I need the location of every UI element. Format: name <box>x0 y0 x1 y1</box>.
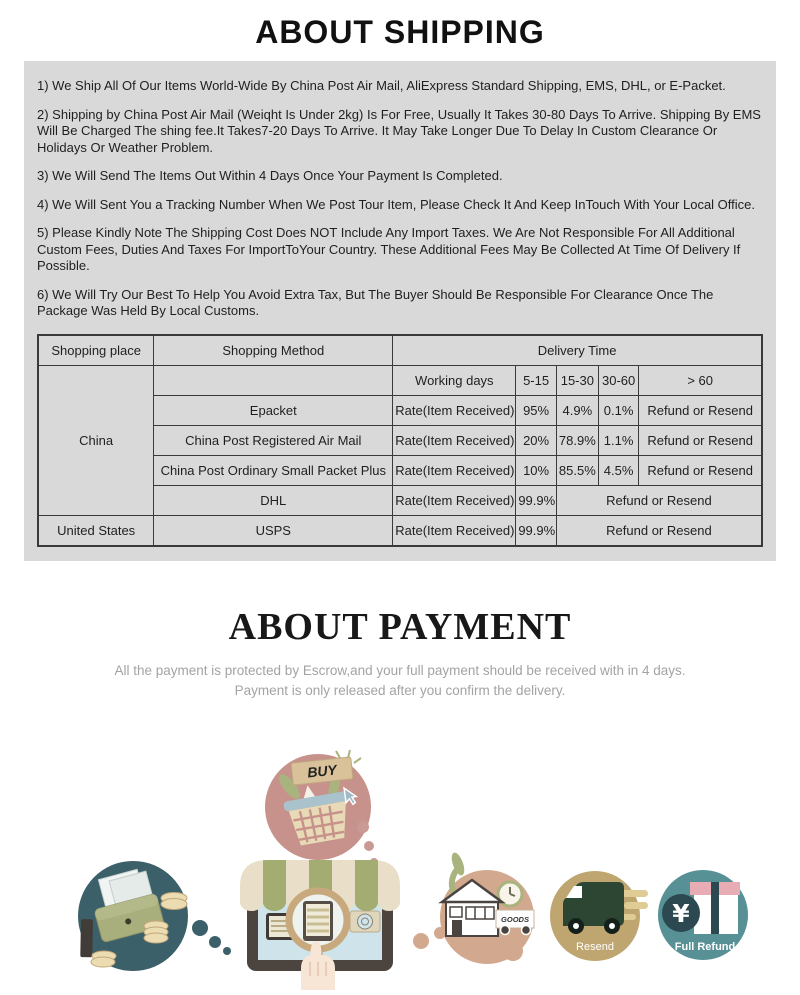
cell-united-states: United States <box>38 515 154 546</box>
cell-method: DHL <box>154 485 393 515</box>
shipping-paragraph-1: 1) We Ship All Of Our Items World-Wide By China Post Air Mail, AliExpress Standard Shipping, EMS, DHL, or E-Packet. <box>37 78 726 93</box>
cell-pct-2: 78.9% <box>556 425 598 455</box>
full-refund-label: Full Refund <box>674 941 736 953</box>
col-header-delivery-time: Delivery Time <box>393 335 762 366</box>
buy-label: BUY <box>306 761 338 781</box>
cell-pct-3: 0.1% <box>598 395 639 425</box>
cell-range-2: 15-30 <box>556 365 598 395</box>
full-refund-icon <box>658 870 748 960</box>
col-header-shopping-method: Shopping Method <box>154 335 393 366</box>
cell-method: China Post Ordinary Small Packet Plus <box>154 455 393 485</box>
shipping-paragraph-6: 6) We Will Try Our Best To Help You Avoid Extra Tax, But The Buyer Should Be Responsible For Clearance Once The Package Was Held By Local Customs. <box>37 286 714 318</box>
cell-rate-label: Rate(Item Received) <box>393 515 516 546</box>
payment-section <box>0 605 800 698</box>
cell-rate-label: Rate(Item Received) <box>393 485 516 515</box>
cell-pct-1: 99.9% <box>516 515 557 546</box>
working-days-row <box>38 365 762 395</box>
wallet-money-icon <box>62 861 231 971</box>
payment-process-svg <box>0 745 800 990</box>
cell-rate-label: Rate(Item Received) <box>393 395 516 425</box>
payment-process-illustration <box>0 745 800 990</box>
shipping-info-panel <box>24 61 776 561</box>
payment-subtitle-line2: Payment is only released after you confirm the delivery. <box>234 682 566 698</box>
rose-trail-dots <box>357 821 378 866</box>
cell-range-4: > 60 <box>639 365 762 395</box>
screen-camera <box>350 911 380 932</box>
table-row-usps <box>38 515 762 546</box>
cell-empty <box>154 365 393 395</box>
cell-range-1: 5-15 <box>516 365 557 395</box>
cell-working-days: Working days <box>393 365 516 395</box>
col-header-shopping-place: Shopping place <box>38 335 154 366</box>
cell-result: Refund or Resend <box>639 425 762 455</box>
shipping-paragraph-2: 2) Shipping by China Post Air Mail (Weiqht Is Under 2kg) Is For Free, Usually It Takes 30-80 Days To Arrive. Shipping By EMS Will Be Charged The shing fee.It Takes7-20 Days To Arrive. It May Take Longer Due To Delay In Custom Clearance Or Holidays Or Weather Problem. <box>37 106 761 155</box>
cell-pct-2: 4.9% <box>556 395 598 425</box>
cell-rate-label: Rate(Item Received) <box>393 425 516 455</box>
buy-basket-icon <box>265 750 378 866</box>
cell-rate-label: Rate(Item Received) <box>393 455 516 485</box>
shipping-paragraph-4: 4) We Will Sent You a Tracking Number When We Post Tour Item, Please Check It And Keep InTouch With Your Local Office. <box>37 196 756 212</box>
cell-result: Refund or Resend <box>556 515 762 546</box>
cell-method: China Post Registered Air Mail <box>154 425 393 455</box>
cell-china: China <box>38 365 154 515</box>
shipping-paragraph-3: 3) We Will Send The Items Out Within 4 Days Once Your Payment Is Completed. <box>37 168 503 183</box>
cell-pct-1: 10% <box>516 455 557 485</box>
goods-label: GOODS <box>501 915 529 924</box>
cell-pct-2: 85.5% <box>556 455 598 485</box>
table-header-row <box>38 335 762 366</box>
cell-pct-3: 4.5% <box>598 455 639 485</box>
teal-trail-dots <box>192 920 231 955</box>
shipping-paragraph-5: 5) Please Kindly Note The Shipping Cost Does NOT Include Any Import Taxes. We Are Not Responsible For All Additional Custom Fees, Duties And Taxes For ImportToYour Country. These Additional Fees May Be Collected At Time Of Delivery If Possible. <box>37 225 741 273</box>
payment-subtitle-line1: All the payment is protected by Escrow,and your full payment should be received with in 4 days. <box>114 662 686 678</box>
resend-icon <box>550 871 648 961</box>
cell-pct-3: 1.1% <box>598 425 639 455</box>
cell-result: Refund or Resend <box>639 395 762 425</box>
shipping-title: ABOUT SHIPPING <box>255 14 545 50</box>
house-delivery-icon <box>440 851 534 964</box>
cell-method: Epacket <box>154 395 393 425</box>
cell-pct-1: 20% <box>516 425 557 455</box>
resend-label: Resend <box>576 941 614 953</box>
cell-range-3: 30-60 <box>598 365 639 395</box>
cell-result: Refund or Resend <box>556 485 762 515</box>
yen-badge <box>662 894 700 932</box>
cell-result: Refund or Resend <box>639 455 762 485</box>
cell-pct-1: 99.9% <box>516 485 557 515</box>
payment-title: ABOUT PAYMENT <box>228 605 572 648</box>
cell-pct-1: 95% <box>516 395 557 425</box>
yen-symbol: ¥ <box>672 899 690 928</box>
shipping-table <box>37 334 763 547</box>
cell-method: USPS <box>154 515 393 546</box>
